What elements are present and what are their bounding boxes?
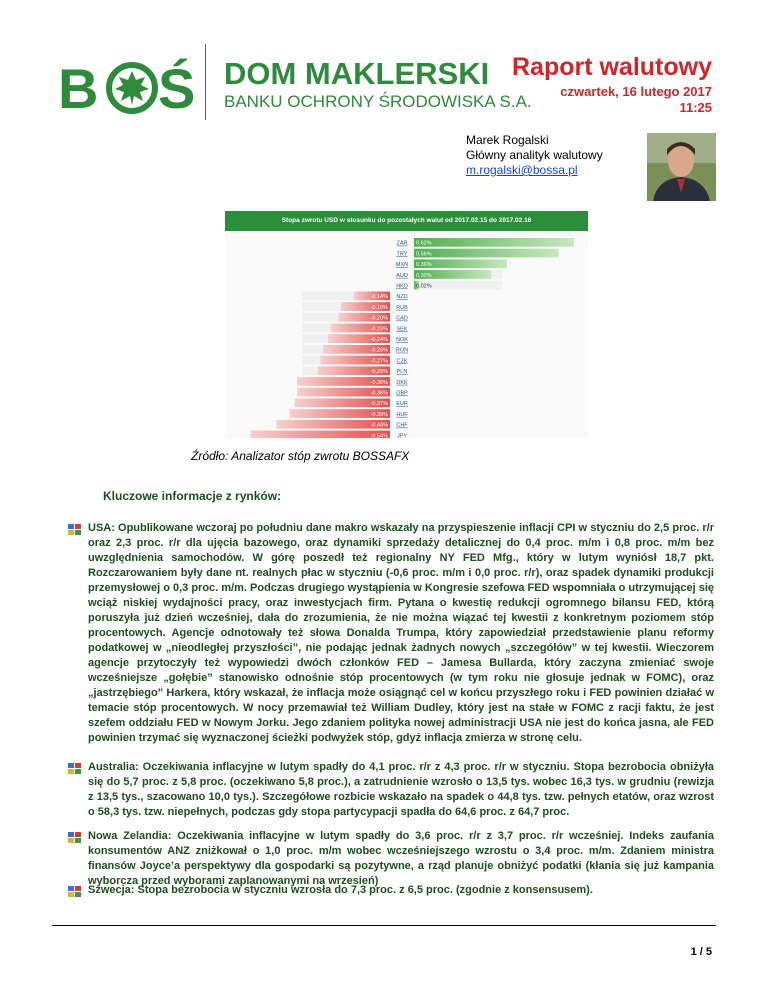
svg-text:B: B — [58, 57, 99, 120]
chart-bar-zar — [414, 238, 574, 247]
analyst-role: Główny analityk walutowy — [466, 148, 603, 162]
chart-category-zar[interactable]: ZAR — [396, 240, 408, 247]
chart-title: Stopa zwrotu USD w stosunku do pozostałych walut od 2017.02.15 do 2017.02.16 — [225, 211, 588, 231]
bullet-australia: Australia: Oczekiwania inflacyjne w lutym spadły do 4,1 proc. r/r z 4,3 proc. r/r w styczniu. Stopa bezrobocia obniżyła się do 5,7 proc. z 5,8 proc. (oczekiwano 5,8 proc.), a zatrudnienie wzrosło o 13,5 tys. wobec 16,3 tys. w grudniu (rewizja z 13,5 tys., szacowano 10,0 tys.). Szczegółowe rozbicie wskazało na spadek o 44,8 tys. tzw. pełnych etatów, oraz wzrost o 58,3 tys. tzw. niepełnych, podczas gdy stopa partycypacji spadła do 64,6 proc. z 64,7 proc. — [88, 761, 714, 818]
chart-category-nzd[interactable]: NZD — [396, 294, 408, 301]
chart-value-label: -0.20% — [370, 315, 388, 322]
svg-text:Ś: Ś — [158, 57, 196, 120]
chart-plot — [225, 231, 588, 438]
chart-category-sek[interactable]: SEK — [396, 326, 408, 333]
chart-value-label: -0.19% — [370, 304, 388, 311]
bullet-new-zealand: Nowa Zelandia: Oczekiwania inflacyjne w lutym spadły do 3,6 proc. r/r z 3,7 proc. r/r wcześniej. Indeks zaufania konsumentów ANZ zniżkował o 1,0 proc. m/m wobec wcześniejszego wzrostu o 3,4 proc. m/m. Zdaniem ministra finansów Joyce’a perspektywy dla gospodarki są pozytywne, a rząd planuje obniżyć podatki (kłania się już kampania wyborcza przed wyborami zaplanowanymi na wrzesień) — [88, 830, 714, 887]
chart-value-label: -0.36% — [370, 379, 388, 386]
chart-category-hkd[interactable]: HKD — [396, 283, 408, 290]
chart-value-label: 0.62% — [416, 240, 432, 247]
chart-value-label: -0.26% — [370, 347, 388, 354]
footer-divider — [52, 925, 716, 926]
analyst-email-link[interactable]: m.rogalski@bossa.pl — [466, 163, 578, 177]
chart-value-label: -0.24% — [370, 337, 388, 343]
page-number: 1 / 5 — [690, 946, 712, 958]
chart-value-label: -0.39% — [370, 411, 388, 418]
brand-subtitle: BANKU OCHRONY ŚRODOWISKA S.A. — [224, 92, 532, 111]
chart-value-label: 0.30% — [416, 272, 432, 279]
chart-value-label: -0.28% — [370, 369, 388, 376]
chart-category-huf[interactable]: HUF — [396, 411, 408, 418]
chart-category-pln[interactable]: PLN — [396, 369, 408, 376]
chart-category-cad[interactable]: CAD — [396, 315, 408, 322]
returns-chart — [225, 211, 588, 438]
report-title: Raport walutowy — [511, 53, 712, 81]
logo-divider — [205, 44, 206, 120]
chart-category-gbp[interactable]: GBP — [396, 390, 408, 397]
chart-value-label: -0.14% — [370, 294, 388, 301]
report-date: czwartek, 16 lutego 2017 — [560, 84, 712, 99]
bullet-sweden: Szwecja: Stopa bezrobocia w styczniu wzrosła do 7,3 proc. z 6,5 proc. (zgodnie z konsensusem). — [88, 884, 593, 896]
chart-bar-jpy — [251, 431, 390, 438]
chart-value-label: -0.54% — [370, 433, 388, 438]
chart-value-label: -0.23% — [370, 326, 388, 333]
chart-category-nok[interactable]: NOK — [396, 337, 408, 343]
report-time: 11:25 — [679, 100, 712, 115]
chart-category-aud[interactable]: AUD — [396, 272, 408, 279]
chart-value-label: 0.56% — [416, 251, 432, 258]
bullet-icon — [68, 763, 82, 775]
bullet-icon — [68, 832, 82, 844]
chart-category-czk[interactable]: CZK — [396, 358, 408, 365]
chart-value-label: -0.44% — [370, 422, 388, 429]
analyst-info — [466, 133, 603, 178]
chart-category-dkk[interactable]: DKK — [396, 379, 408, 386]
chart-category-chf[interactable]: CHF — [396, 422, 408, 429]
chart-value-label: -0.36% — [370, 390, 388, 397]
bos-logo — [58, 50, 210, 122]
key-info-heading: Kluczowe informacje z rynków: — [103, 489, 282, 503]
brand-title: DOM MAKLERSKI — [224, 56, 490, 91]
chart-category-jpy[interactable]: JPY — [396, 433, 408, 438]
chart-value-label: -0.37% — [370, 401, 388, 408]
chart-source: Źródło: Analizator stóp zwrotu BOSSAFX — [191, 449, 410, 463]
analyst-name: Marek Rogalski — [466, 133, 549, 147]
chart-category-eur[interactable]: EUR — [396, 401, 408, 408]
analyst-photo — [647, 133, 716, 201]
chart-value-label: 0.02% — [416, 283, 432, 290]
chart-bar-try — [414, 249, 559, 258]
chart-category-mxn[interactable]: MXN — [395, 262, 409, 269]
chart-value-label: 0.36% — [416, 262, 432, 269]
chart-category-rub[interactable]: RUB — [396, 304, 408, 311]
chart-category-try[interactable]: TRY — [396, 251, 408, 258]
bullet-icon — [68, 524, 82, 536]
chart-category-ron[interactable]: RON — [395, 347, 409, 354]
bullet-icon — [68, 886, 82, 898]
bullet-usa: USA: Opublikowane wczoraj po południu dane makro wskazały na przyspieszenie inflacji CPI w styczniu do 2,5 proc. r/r oraz 2,3 proc. r/r dla ujęcia bazowego, oraz dynamiki sprzedaży detalicznej do 0,4 proc. m/m i 0,8 proc. m/m bez uwzględnienia samochodów. W górę poszedł też regionalny NY FED Mfg., który w lutym wyniósł 18,7 pkt. Rozczarowaniem były dane nt. realnych płac w styczniu (-0,6 proc. m/m i 0,0 proc. r/r), oraz spadek dynamiki produkcji przemysłowej o 0,3 proc. m/m. Podczas drugiego wystąpienia w Kongresie szefowa FED wspomniała o utrzymującej się wciąż niskiej wydajności pracy, oraz inwestycjach firm. Pytana o kwestię redukcji ogromnego bilansu FED, którą poruszyła już dzień wcześniej, dała do zrozumienia, że nie można wiązać tej kwestii z konkretnym poziomem stóp procentowych. Agencje odnotowały też słowa Donalda Trumpa, który zapowiedział przedstawienie planu reformy podatkowej w „nieodległej przyszłości”, nie podając jednak żadnych nowych „szczegółów” w tej kwestii. Wieczorem agencje przytoczyły też wypowiedzi dwóch członków FED – Jamesa Bullarda, który zaczyna zmieniać swoje wcześniejsze „gołębie” stanowisko odnośnie stóp procentowych (w tym roku nie głosuje jednak w FOMC), oraz „jastrzębiego” Harkera, który wskazał, że inflacja może osiągnąć cel w końcu przyszłego roku i FED powinien działać w temacie stóp procentowych. W nocy przemawiał też William Dudley, który jest na stałe w FOMC z racji faktu, że jest szefem oddziału FED w Nowym Jorku. Jego zdaniem polityka nowej administracji USA nie jest do końca jasna, ale FED powinien trzymać się wyznaczonej ścieżki podwyżek stóp, gdyż inflacja zmierza w stronę celu. — [88, 522, 714, 744]
chart-value-label: -0.27% — [370, 358, 388, 365]
